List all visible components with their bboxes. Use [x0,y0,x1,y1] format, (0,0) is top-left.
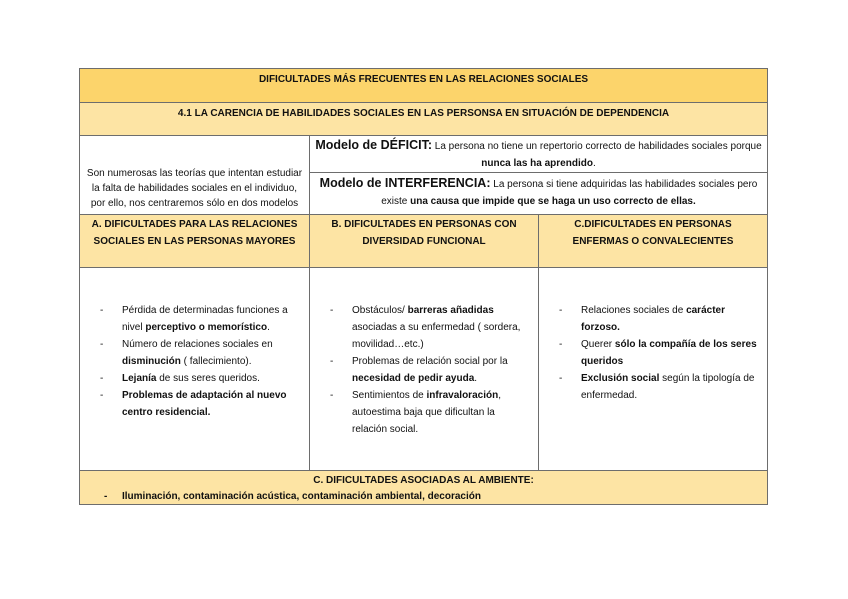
model-interference-text-a: La persona si tiene adquiridas las habilidades sociales pero existe [381,179,758,207]
column-c-header: C.DIFICULTADES EN PERSONAS ENFERMAS O CONVALECIENTES [539,215,767,267]
ambient-cell [80,471,767,504]
list-item-text: Número de relaciones sociales en [122,339,273,350]
list-item-text: Sentimientos de [352,390,427,401]
models-cell [310,136,767,214]
column-a-header: A. DIFICULTADES PARA LAS RELACIONES SOCIALES EN LAS PERSONAS MAYORES [80,215,310,267]
list-item-text: Obstáculos/ [352,305,408,316]
list-item [322,302,528,353]
model-interference [310,173,767,214]
ambient-row [80,471,767,504]
list-item-bold-text: perceptivo o memorístico [145,322,268,333]
column-b-list [310,268,538,438]
list-item-text: Problemas de relación social por la [352,356,508,367]
column-c-list [539,268,767,404]
model-deficit-text-b: nunca las ha aprendido [481,158,593,169]
models-row [80,136,767,215]
list-item-text: asociadas a su enfermedad ( sordera, movilidad…etc.) [352,322,521,350]
list-item-text: según la tipología de enfermedad. [581,373,755,401]
column-b-cell [310,268,539,470]
model-deficit-label: Modelo de DÉFICIT: [315,138,432,152]
table-title: DIFICULTADES MÁS FRECUENTES EN LAS RELACIONES SOCIALES [80,69,767,103]
list-item [92,302,299,336]
model-deficit [310,136,767,173]
intro-text: Son numerosas las teorías que intentan estudiar la falta de habilidades sociales en el individuo, por ello, nos centraremos sólo en dos modelos [86,168,303,209]
list-item [92,387,299,421]
list-item-bold-text: Exclusión social [581,373,660,384]
list-item [322,387,528,438]
list-item-text: Pérdida de determinadas funciones a nivel [122,305,288,333]
column-c-cell [539,268,767,470]
list-item-bold-text: infravaloración [426,390,499,401]
list-item [551,370,757,404]
list-item-bold-text: carácter forzoso. [581,305,725,333]
lists-row [80,268,767,471]
list-item-text: . [267,322,270,333]
model-deficit-text-a: La persona no tiene un repertorio correcto de habilidades sociales porque [434,141,762,152]
model-interference-text-b: una causa que impide que se haga un uso correcto de ellas. [410,196,696,207]
list-item-text: ( fallecimiento). [180,356,252,367]
column-b-header: B. DIFICULTADES EN PERSONAS CON DIVERSIDAD FUNCIONAL [310,215,539,267]
model-deficit-text-c: . [592,158,596,169]
ambient-header: C. DIFICULTADES ASOCIADAS AL AMBIENTE: [313,475,534,486]
table-subtitle: 4.1 LA CARENCIA DE HABILIDADES SOCIALES EN LAS PERSONSA EN SITUACIÓN DE DEPENDENCIA [80,103,767,136]
list-item-text: de sus seres queridos. [156,373,260,384]
list-item-text: Querer [581,339,615,350]
list-item-bold-text: Lejanía [122,373,157,384]
list-item [92,370,299,387]
model-interference-label: Modelo de INTERFERENCIA: [319,176,491,190]
list-item-text: , autoestima baja que dificultan la relación social. [352,390,501,435]
list-item-text: . [474,373,478,384]
intro-cell [80,136,310,214]
list-item [551,336,757,370]
ambient-item-text: Iluminación, contaminación acústica, contaminación ambiental, decoración [122,491,481,502]
list-item [92,336,299,370]
ambient-dash: - [104,491,108,502]
column-a-cell [80,268,310,470]
list-item-bold-text: Problemas de adaptación al nuevo centro residencial. [122,390,287,418]
list-item-text: Relaciones sociales de [581,305,687,316]
column-a-list [80,268,309,421]
list-item-bold-text: disminución [122,356,181,367]
list-item-bold-text: barreras añadidas [407,305,494,316]
list-item [322,353,528,387]
list-item [551,302,757,336]
list-item-bold-text: necesidad de pedir ayuda [352,373,475,384]
ambient-item [80,489,767,504]
difficulties-table [79,68,768,505]
column-headers-row [80,215,767,268]
list-item-bold-text: sólo la compañía de los seres queridos [581,339,757,367]
